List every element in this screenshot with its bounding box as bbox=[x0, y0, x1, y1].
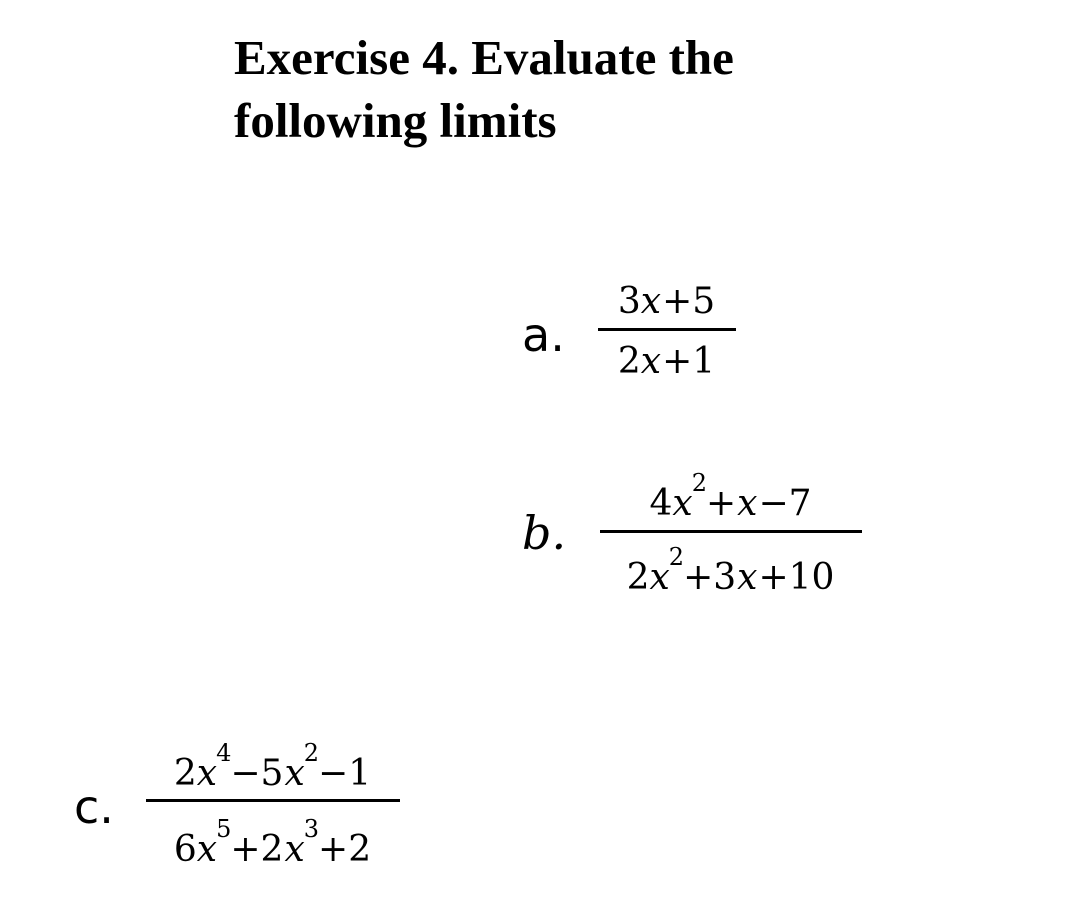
exercise-title-line-2: following limits bbox=[234, 93, 557, 148]
exercise-title bbox=[234, 26, 874, 152]
fraction-c-denominator: $6x^5+2x^3+2$ bbox=[173, 815, 372, 870]
fraction-c-bar bbox=[146, 799, 400, 802]
fraction-c-numerator: $2x^4-5x^2-1$ bbox=[173, 739, 372, 794]
fraction-b bbox=[600, 470, 862, 600]
item-label-c: c. bbox=[74, 780, 114, 834]
fraction-a bbox=[598, 280, 736, 390]
fraction-b-numerator: $4x^2+x-7$ bbox=[649, 469, 812, 524]
item-label-b: b. bbox=[522, 506, 567, 560]
fraction-c bbox=[146, 736, 400, 876]
fraction-b-denominator: $2x^2+3x+10$ bbox=[626, 543, 835, 598]
fraction-a-denominator: 2x+1 bbox=[617, 341, 716, 382]
fraction-a-bar bbox=[598, 328, 736, 331]
exercise-title-line-1: Exercise 4. Evaluate the bbox=[234, 30, 734, 85]
item-label-a: a. bbox=[522, 308, 565, 362]
fraction-b-bar bbox=[600, 530, 862, 533]
fraction-a-numerator: 3x+5 bbox=[617, 281, 716, 322]
